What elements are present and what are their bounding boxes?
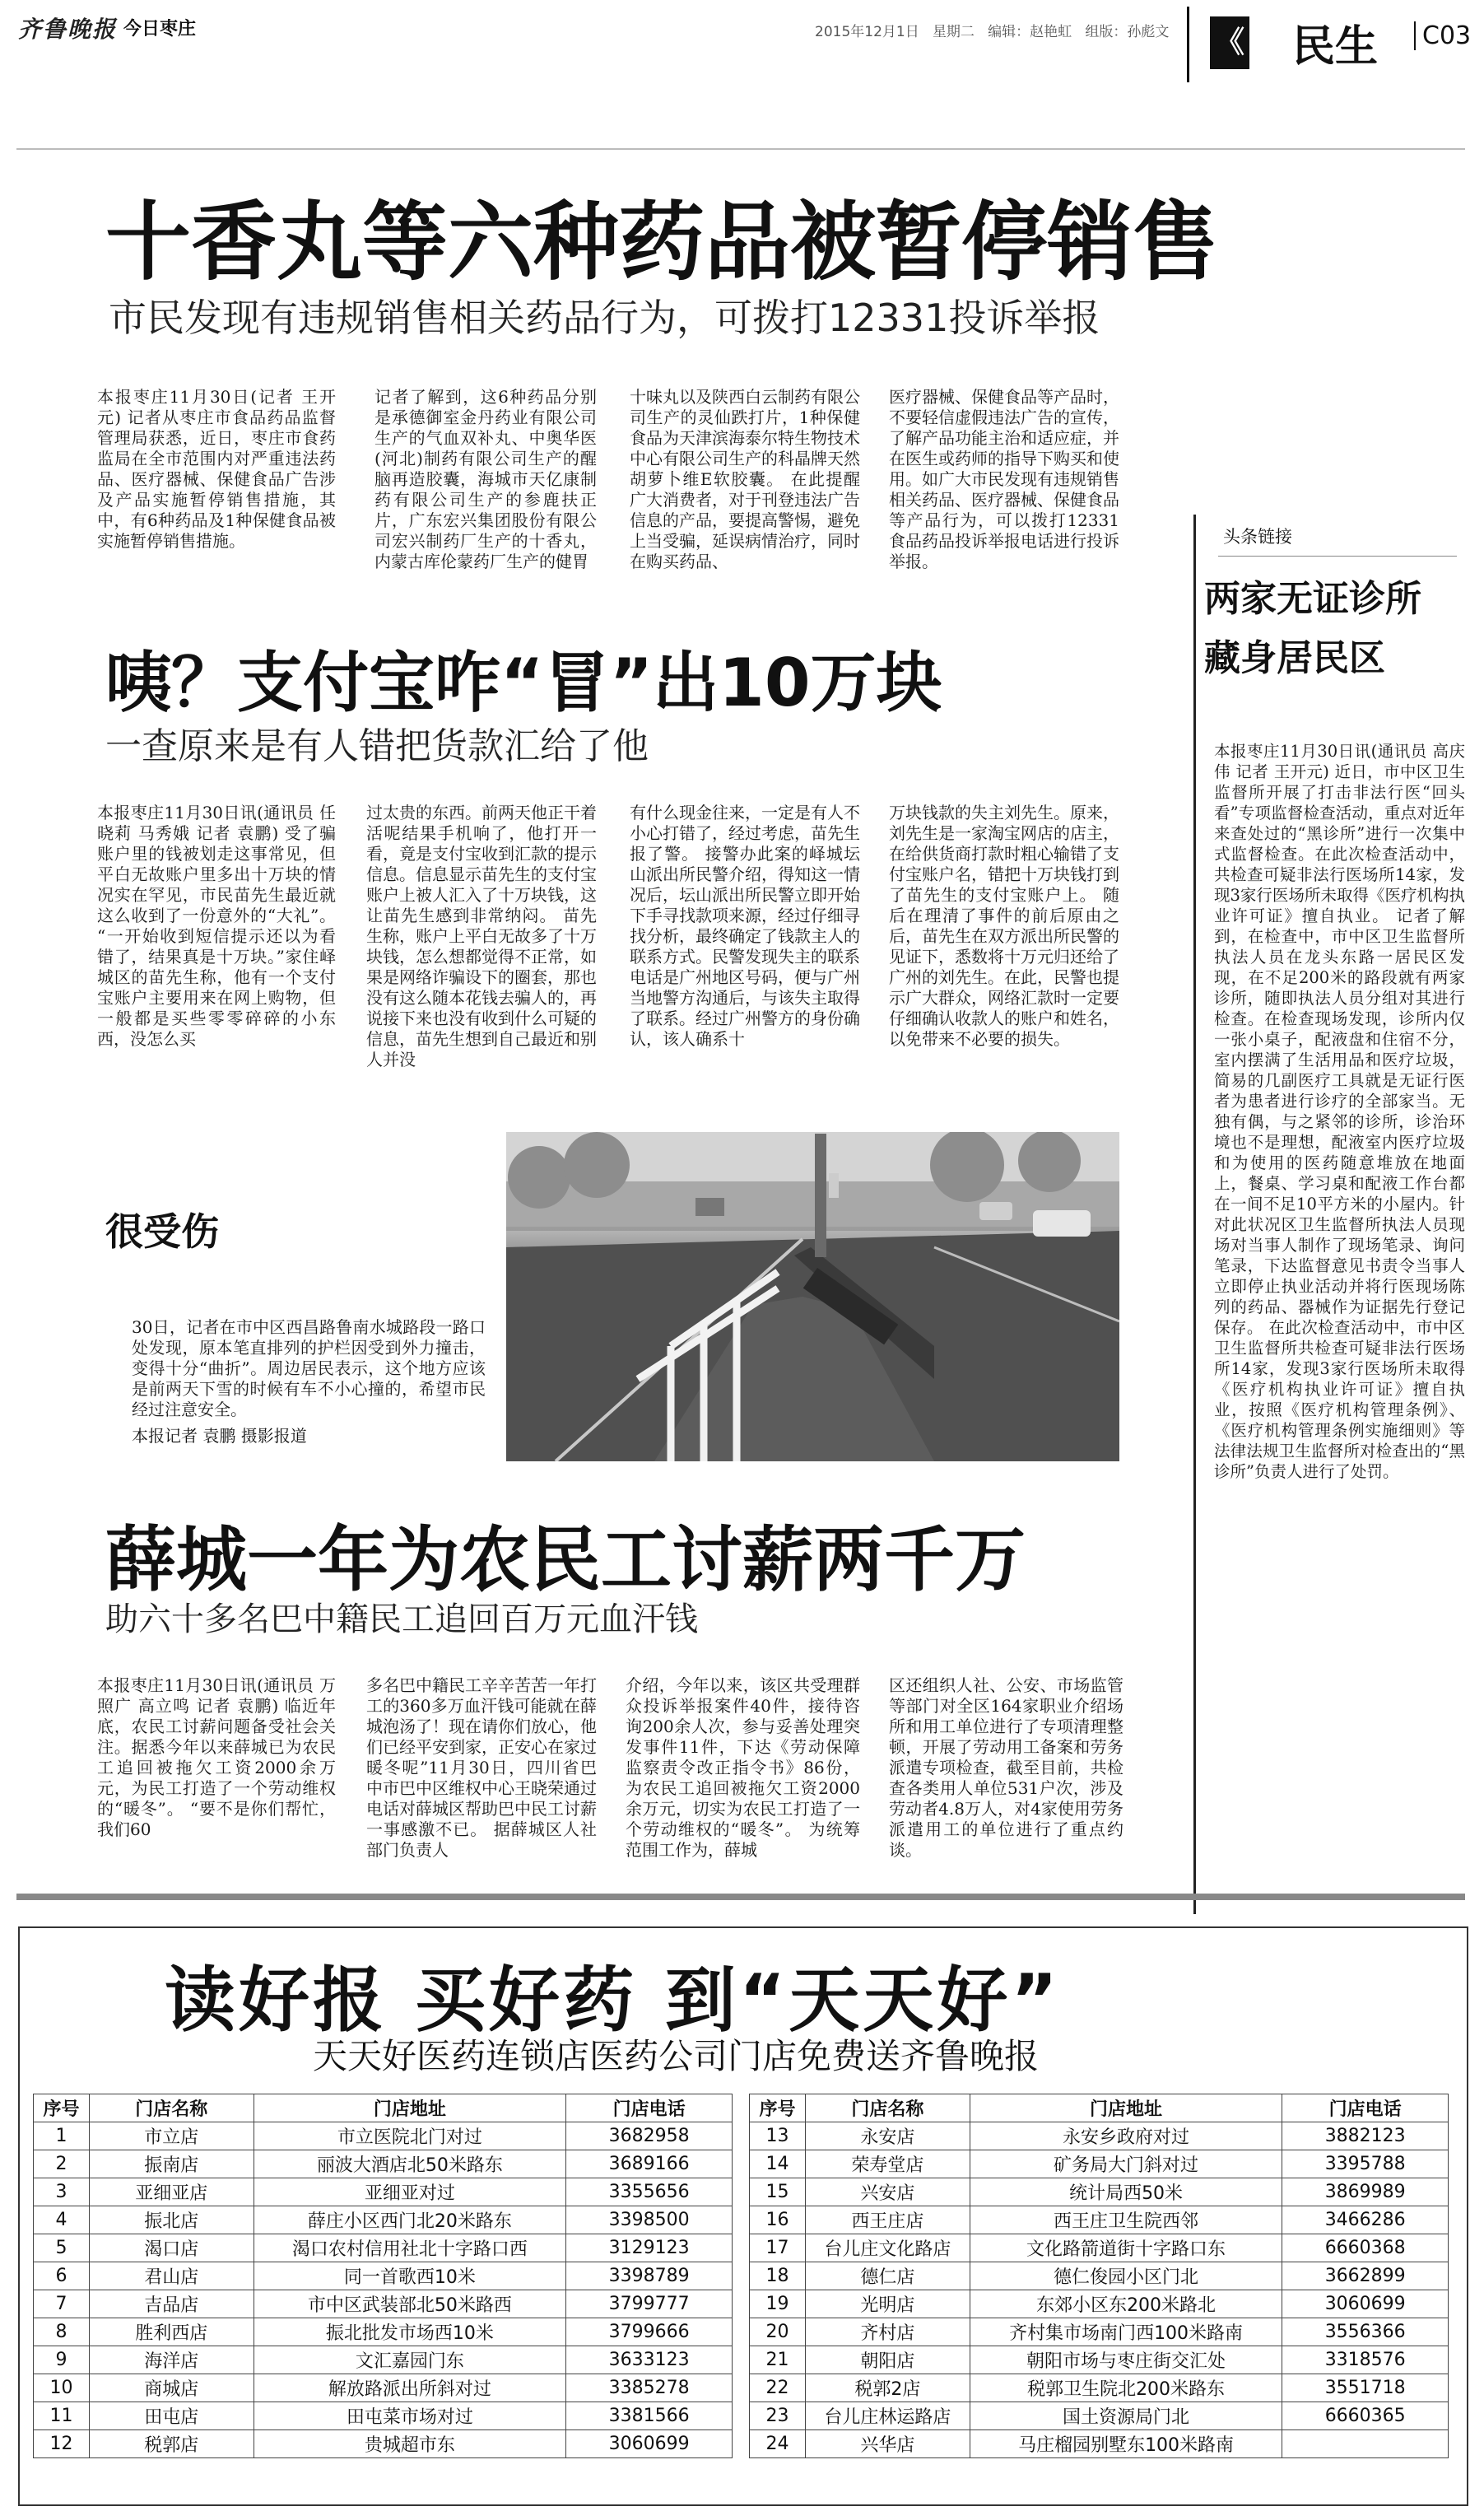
article3-col2: 多名巴中籍民工辛辛苦苦一年打工的360多万血汗钱可能就在薛城泡汤了！现在请你们放心，他们已经平安到家，正安心在家过暖冬呢”11月30日，四川省巴中市巴中区维权中心王晓荣通过电话对薛城区帮助巴中民工讨薪一事感激不已。 据薛城区人社部门负责人 bbox=[366, 1675, 597, 1860]
cell-store-name: 朝阳店 bbox=[805, 2346, 970, 2374]
cell-phone: 3551718 bbox=[1282, 2374, 1449, 2402]
cell-phone: 6660365 bbox=[1282, 2402, 1449, 2430]
cell-index: 4 bbox=[34, 2206, 90, 2234]
table-row bbox=[750, 2402, 1449, 2430]
cell-index: 11 bbox=[34, 2402, 90, 2430]
cell-store-name: 税郭2店 bbox=[805, 2374, 970, 2402]
cell-index: 17 bbox=[750, 2234, 806, 2262]
cell-index: 23 bbox=[750, 2402, 806, 2430]
cell-address: 贵城超市东 bbox=[254, 2430, 566, 2458]
header-phone: 门店电话 bbox=[1282, 2094, 1449, 2122]
cell-store-name: 振北店 bbox=[89, 2206, 254, 2234]
article3-subhead: 助六十多名巴中籍民工追回百万元血汗钱 bbox=[105, 1600, 698, 1638]
cell-phone: 3466286 bbox=[1282, 2206, 1449, 2234]
article2-col2: 过太贵的东西。前两天他正干着活呢结果手机响了，他打开一看，竟是支付宝收到汇款的提示信息。信息显示苗先生的支付宝账户上被人汇入了十万块钱，这让苗先生感到非常纳闷。 苗先生称，账户上平白无故多了十万块钱，怎么想都觉得不正常，如果是网络诈骗设下的圈套，那也没有这么随本花钱去骗人的，再说接下来也没有收到什么可疑的信息，苗先生想到自己最近和别人并没 bbox=[366, 803, 597, 1069]
article3-col3: 介绍，今年以来，该区共受理群众投诉举报案件40件，接待咨询200余人次，参与妥善处理突发事件11件，下达《劳动保障监察责令改正指令书》86份，为农民工追回被拖欠工资2000余万元，切实为农民工打造了一个劳动维权的“暖冬”。 为统筹范围工作为，薛城 bbox=[626, 1675, 860, 1860]
cell-address: 税郭卫生院北200米路东 bbox=[970, 2374, 1282, 2402]
article1-col3: 十味丸以及陕西白云制药有限公司生产的灵仙跌打片，1种保健食品为天津滨海泰尔特生物技术中心有限公司生产的科晶牌天然胡萝卜维E软胶囊。 在此提醒广大消费者，对于刊登违法广告信息的产品，要提高警惕，避免上当受骗，延误病情治疗，同时在购买药品、 bbox=[630, 387, 860, 571]
cell-index: 8 bbox=[34, 2318, 90, 2346]
issue-meta bbox=[815, 20, 1169, 40]
cell-store-name: 商城店 bbox=[89, 2374, 254, 2402]
table-row bbox=[34, 2150, 733, 2178]
cell-phone: 3882123 bbox=[1282, 2122, 1449, 2150]
page-number: C03 bbox=[1414, 21, 1471, 50]
cell-address: 矿务局大门斜对过 bbox=[970, 2150, 1282, 2178]
table-row bbox=[34, 2318, 733, 2346]
header-phone: 门店电话 bbox=[566, 2094, 733, 2122]
cell-index: 6 bbox=[34, 2262, 90, 2290]
cell-address: 渴口农村信用社北十字路口西 bbox=[254, 2234, 566, 2262]
cell-index: 15 bbox=[750, 2178, 806, 2206]
cell-index: 14 bbox=[750, 2150, 806, 2178]
cell-address: 薛庄小区西门北20米路东 bbox=[254, 2206, 566, 2234]
cell-store-name: 市立店 bbox=[89, 2122, 254, 2150]
table-row bbox=[750, 2234, 1449, 2262]
cell-index: 13 bbox=[750, 2122, 806, 2150]
article2-col1: 本报枣庄11月30日讯(通讯员 任晓莉 马秀娥 记者 袁鹏) 受了骗账户里的钱被划走这事常见，但平白无故账户里多出十万块的情况实在罕见，市民苗先生最近就这么收到了一份意外的“大礼”。 “一开始收到短信提示还以为看错了，结果真是十万块。”家住峄城区的苗先生称，他有一个支付宝账户主要用来在网上购物，但一般都是买些零零碎碎的小东西，没怎么买 bbox=[97, 803, 336, 1049]
cell-address: 德仁俊园小区门北 bbox=[970, 2262, 1282, 2290]
cell-phone: 3318576 bbox=[1282, 2346, 1449, 2374]
cell-phone: 3869989 bbox=[1282, 2178, 1449, 2206]
cell-address: 丽波大酒店北50米路东 bbox=[254, 2150, 566, 2178]
article1-headline: 十香丸等六种药品被暂停销售 bbox=[105, 192, 1219, 292]
cell-index: 1 bbox=[34, 2122, 90, 2150]
article1-col2: 记者了解到，这6种药品分别是承德御室金丹药业有限公司生产的气血双补丸、中奥华医(河北)制药有限公司生产的醒脑再造胶囊，海城市天亿康制药有限公司生产的参鹿扶正片，广东宏兴集团股份有限公司宏兴制药厂生产的十香丸，内蒙古库伦蒙药厂生产的健胃 bbox=[374, 387, 597, 571]
cell-index: 5 bbox=[34, 2234, 90, 2262]
cell-index: 21 bbox=[750, 2346, 806, 2374]
cell-index: 3 bbox=[34, 2178, 90, 2206]
cell-phone: 3689166 bbox=[566, 2150, 733, 2178]
cell-index: 7 bbox=[34, 2290, 90, 2318]
cell-address: 朝阳市场与枣庄街交汇处 bbox=[970, 2346, 1282, 2374]
table-row bbox=[750, 2290, 1449, 2318]
cell-phone: 3129123 bbox=[566, 2234, 733, 2262]
cell-address: 永安乡政府对过 bbox=[970, 2122, 1282, 2150]
cell-address: 齐村集市场南门西100米路南 bbox=[970, 2318, 1282, 2346]
article2-col3: 有什么现金往来，一定是有人不小心打错了，经过考虑，苗先生报了警。 接警办此案的峄城坛山派出所民警介绍，得知这一情况后，坛山派出所民警立即开始下手寻找款项来源，经过仔细寻找分析，最终确定了钱款主人的联系方式。民警发现失主的联系电话是广州地区号码，便与广州当地警方沟通后，与该失主取得了联系。经过广州警方的身份确认，该人确系十 bbox=[630, 803, 860, 1049]
header-store: 门店名称 bbox=[89, 2094, 254, 2122]
photo-scene bbox=[506, 1132, 1119, 1461]
cell-address: 文化路箭道街十字路口东 bbox=[970, 2234, 1282, 2262]
header-index: 序号 bbox=[750, 2094, 806, 2122]
table-row bbox=[34, 2402, 733, 2430]
header-address: 门店地址 bbox=[254, 2094, 566, 2122]
cell-store-name: 亚细亚店 bbox=[89, 2178, 254, 2206]
issue-editor: 编辑：赵艳虹 bbox=[988, 24, 1072, 40]
cell-address: 市立医院北门对过 bbox=[254, 2122, 566, 2150]
cell-store-name: 台儿庄文化路店 bbox=[805, 2234, 970, 2262]
header-address: 门店地址 bbox=[970, 2094, 1282, 2122]
cell-store-name: 齐村店 bbox=[805, 2318, 970, 2346]
cell-index: 2 bbox=[34, 2150, 90, 2178]
table-row bbox=[34, 2262, 733, 2290]
section-separator bbox=[16, 1894, 1465, 1900]
cell-address: 统计局西50米 bbox=[970, 2178, 1282, 2206]
cell-phone: 3060699 bbox=[1282, 2290, 1449, 2318]
table-row bbox=[34, 2178, 733, 2206]
cell-address: 文汇嘉园门东 bbox=[254, 2346, 566, 2374]
cell-phone: 3662899 bbox=[1282, 2262, 1449, 2290]
cell-phone: 6660368 bbox=[1282, 2234, 1449, 2262]
cell-phone: 3633123 bbox=[566, 2346, 733, 2374]
cell-index: 10 bbox=[34, 2374, 90, 2402]
table-row bbox=[34, 2346, 733, 2374]
article3-headline: 薛城一年为农民工讨薪两千万 bbox=[105, 1519, 1026, 1601]
cell-store-name: 兴安店 bbox=[805, 2178, 970, 2206]
cell-store-name: 光明店 bbox=[805, 2290, 970, 2318]
cell-address: 国土资源局门北 bbox=[970, 2402, 1282, 2430]
street-railing-photo bbox=[506, 1132, 1119, 1461]
cell-index: 19 bbox=[750, 2290, 806, 2318]
masthead-divider bbox=[1187, 7, 1189, 82]
cell-phone: 3398500 bbox=[566, 2206, 733, 2234]
cell-store-name: 德仁店 bbox=[805, 2262, 970, 2290]
cell-address: 市中区武装部北50米路西 bbox=[254, 2290, 566, 2318]
sidebar-title-line1: 两家无证诊所 bbox=[1204, 578, 1421, 620]
cell-phone: 3381566 bbox=[566, 2402, 733, 2430]
sidebar-tag-rule bbox=[1218, 556, 1457, 557]
cell-phone: 3385278 bbox=[566, 2374, 733, 2402]
cell-phone: 3355656 bbox=[566, 2178, 733, 2206]
header-index: 序号 bbox=[34, 2094, 90, 2122]
ad-title: 读好报 买好药 到“天天好” bbox=[165, 1959, 1061, 2042]
sidebar-tag: 头条链接 bbox=[1223, 527, 1292, 547]
cell-index: 9 bbox=[34, 2346, 90, 2374]
sidebar-body: 本报枣庄11月30日讯(通讯员 高庆伟 记者 王开元) 近日，市中区卫生监督所开展了打击非法行医“回头看”专项监督检查活动，重点对近年来查处过的“黑诊所”进行一次集中式监督检查。在此次检查活动中，共检查可疑非法行医场所14家，发现3家行医场所未取得《医疗机构执业许可证》擅自执业。 记者了解到，在检查中，市中区卫生监督所执法人员在龙头东路一居民区发现，在不足200米的路段就有两家诊所，随即执法人员分组对其进行检查。在检查现场发现，诊所内仅一张小桌子，配液盘和住宿不分，室内摆满了生活用品和医疗垃圾，简易的几副医疗工具就是无证行医者为患者进行诊疗的全部家当。无独有偶，与之紧邻的诊所，诊治环境也不是理想，配液室内医疗垃圾和为使用的医药随意堆放在地面上，餐桌、学习桌和配液工作台都在一间不足10平方米的小屋内。针对此状况区卫生监督所执法人员现场对当事人制作了现场笔录、询问笔录，下达监督意见书责令当事人立即停止执业活动并将行医现场陈列的药品、器械作为证据先行登记保存。 在此次检查活动中，市中区卫生监督所共检查可疑非法行医场所14家，发现3家行医场所未取得《医疗机构执业许可证》擅自执业，按照《医疗机构管理条例》、《医疗机构管理条例实施细则》等法律法规卫生监督所对检查出的“黑诊所”负责人进行了处罚。 bbox=[1214, 742, 1465, 1481]
cell-index: 22 bbox=[750, 2374, 806, 2402]
cell-phone: 3682958 bbox=[566, 2122, 733, 2150]
cell-index: 24 bbox=[750, 2430, 806, 2458]
column-name: 民生 bbox=[1292, 22, 1379, 72]
article3-col1: 本报枣庄11月30日讯(通讯员 万照广 高立鸣 记者 袁鹏) 临近年底，农民工讨薪问题备受社会关注。据悉今年以来薛城已为农民工追回被拖欠工资2000余万元，为民工打造了一个劳动维权的“暖冬”。 “要不是你们帮忙，我们60 bbox=[97, 1675, 336, 1839]
table-row bbox=[34, 2122, 733, 2150]
cell-store-name: 渴口店 bbox=[89, 2234, 254, 2262]
table-row bbox=[750, 2178, 1449, 2206]
cell-phone bbox=[1282, 2430, 1449, 2458]
cell-index: 20 bbox=[750, 2318, 806, 2346]
issue-date: 2015年12月1日 bbox=[815, 24, 919, 40]
table-row bbox=[750, 2206, 1449, 2234]
cell-phone: 3398789 bbox=[566, 2262, 733, 2290]
cell-store-name: 兴华店 bbox=[805, 2430, 970, 2458]
table-header-row bbox=[750, 2094, 1449, 2122]
sidebar-title-line2: 藏身居民区 bbox=[1204, 637, 1385, 679]
photo-credit: 本报记者 袁鹏 摄影报道 bbox=[132, 1426, 307, 1446]
section-name: 今日枣庄 bbox=[123, 19, 197, 40]
cell-store-name: 台儿庄林运路店 bbox=[805, 2402, 970, 2430]
cell-phone: 3556366 bbox=[1282, 2318, 1449, 2346]
table-row bbox=[34, 2290, 733, 2318]
cell-store-name: 海洋店 bbox=[89, 2346, 254, 2374]
cell-store-name: 永安店 bbox=[805, 2122, 970, 2150]
store-table-right bbox=[749, 2094, 1449, 2458]
table-row bbox=[34, 2374, 733, 2402]
newspaper-logo: 齐鲁晚报 bbox=[18, 16, 118, 43]
article2-col4: 万块钱款的失主刘先生。原来，刘先生是一家淘宝网店的店主，在给供货商打款时粗心输错了支付宝账户名，错把十万块钱打到了苗先生的支付宝账户上。 随后在理清了事件的前后原由之后，苗先生在双方派出所民警的见证下，悉数将十万元归还给了广州的刘先生。在此，民警也提示广大群众，网络汇款时一定要仔细确认收款人的账户和姓名，以免带来不必要的损失。 bbox=[889, 803, 1119, 1049]
cell-address: 西王庄卫生院西邻 bbox=[970, 2206, 1282, 2234]
cell-phone: 3060699 bbox=[566, 2430, 733, 2458]
cell-index: 12 bbox=[34, 2430, 90, 2458]
article3-col4: 区还组织人社、公安、市场监管等部门对全区164家职业介绍场所和用工单位进行了专项清理整顿，开展了劳动用工备案和劳务派遣专项检查，截至目前，共检查各类用人单位531户次，涉及劳动者4.8万人，对4家使用劳务派遣用工的单位进行了重点约谈。 bbox=[889, 1675, 1123, 1860]
article1-col1: 本报枣庄11月30日(记者 王开元) 记者从枣庄市食品药品监督管理局获悉，近日，枣庄市食药监局在全市范围内对严重违法药品、医疗器械、保健食品广告涉及产品实施暂停销售措施，其中，有6种药品及1种保健食品被实施暂停销售措施。 bbox=[97, 387, 336, 551]
cell-store-name: 胜利西店 bbox=[89, 2318, 254, 2346]
article2-headline: 咦？支付宝咋“冒”出10万块 bbox=[105, 645, 942, 721]
cell-address: 东郊小区东200米路北 bbox=[970, 2290, 1282, 2318]
photo-story-title: 很受伤 bbox=[105, 1209, 219, 1254]
photo-caption: 30日，记者在市中区西昌路鲁南水城路段一路口处发现，原本笔直排列的护栏因受到外力撞击，变得十分“曲折”。周边居民表示，这个地方应该是前两天下雪的时候有车不小心撞的，希望市民经过注意安全。 bbox=[132, 1317, 486, 1419]
table-row bbox=[750, 2430, 1449, 2458]
cell-store-name: 荣寿堂店 bbox=[805, 2150, 970, 2178]
table-row bbox=[750, 2346, 1449, 2374]
cell-store-name: 田屯店 bbox=[89, 2402, 254, 2430]
cell-phone: 3395788 bbox=[1282, 2150, 1449, 2178]
top-rule bbox=[16, 148, 1465, 150]
table-row bbox=[750, 2150, 1449, 2178]
header-store: 门店名称 bbox=[805, 2094, 970, 2122]
cell-address: 振北批发市场西10米 bbox=[254, 2318, 566, 2346]
cell-address: 亚细亚对过 bbox=[254, 2178, 566, 2206]
cell-index: 18 bbox=[750, 2262, 806, 2290]
article1-subhead: 市民发现有违规销售相关药品行为，可拨打12331投诉举报 bbox=[109, 296, 1100, 340]
article2-subhead: 一查原来是有人错把货款汇给了他 bbox=[105, 725, 649, 767]
table-row bbox=[34, 2206, 733, 2234]
ad-subtitle: 天天好医药连锁店医药公司门店免费送齐鲁晚报 bbox=[313, 2036, 1040, 2076]
table-row bbox=[34, 2430, 733, 2458]
cell-store-name: 西王庄店 bbox=[805, 2206, 970, 2234]
table-row bbox=[34, 2234, 733, 2262]
cell-store-name: 振南店 bbox=[89, 2150, 254, 2178]
table-row bbox=[750, 2318, 1449, 2346]
article1-col4: 医疗器械、保健食品等产品时，不要轻信虚假违法广告的宣传，了解产品功能主治和适应症，并在医生或药师的指导下购买和使用。如广大市民发现有违规销售相关药品、医疗器械、保健食品等产品行为，可以拨打12331食品药品投诉举报电话进行投诉举报。 bbox=[889, 387, 1119, 571]
sidebar-divider bbox=[1193, 515, 1196, 1914]
store-table-left bbox=[33, 2094, 733, 2458]
cell-address: 同一首歌西10米 bbox=[254, 2262, 566, 2290]
cell-address: 田屯菜市场对过 bbox=[254, 2402, 566, 2430]
cell-store-name: 吉品店 bbox=[89, 2290, 254, 2318]
table-row bbox=[750, 2122, 1449, 2150]
table-row bbox=[750, 2262, 1449, 2290]
cell-address: 马庄榴园别墅东100米路南 bbox=[970, 2430, 1282, 2458]
cell-store-name: 君山店 bbox=[89, 2262, 254, 2290]
issue-weekday: 星期二 bbox=[932, 24, 975, 40]
issue-layout: 组版：孙彪文 bbox=[1085, 24, 1170, 40]
cell-address: 解放路派出所斜对过 bbox=[254, 2374, 566, 2402]
cell-phone: 3799777 bbox=[566, 2290, 733, 2318]
table-header-row bbox=[34, 2094, 733, 2122]
section-mark-icon: 《 bbox=[1210, 16, 1249, 69]
cell-index: 16 bbox=[750, 2206, 806, 2234]
table-row bbox=[750, 2374, 1449, 2402]
cell-phone: 3799666 bbox=[566, 2318, 733, 2346]
cell-store-name: 税郭店 bbox=[89, 2430, 254, 2458]
